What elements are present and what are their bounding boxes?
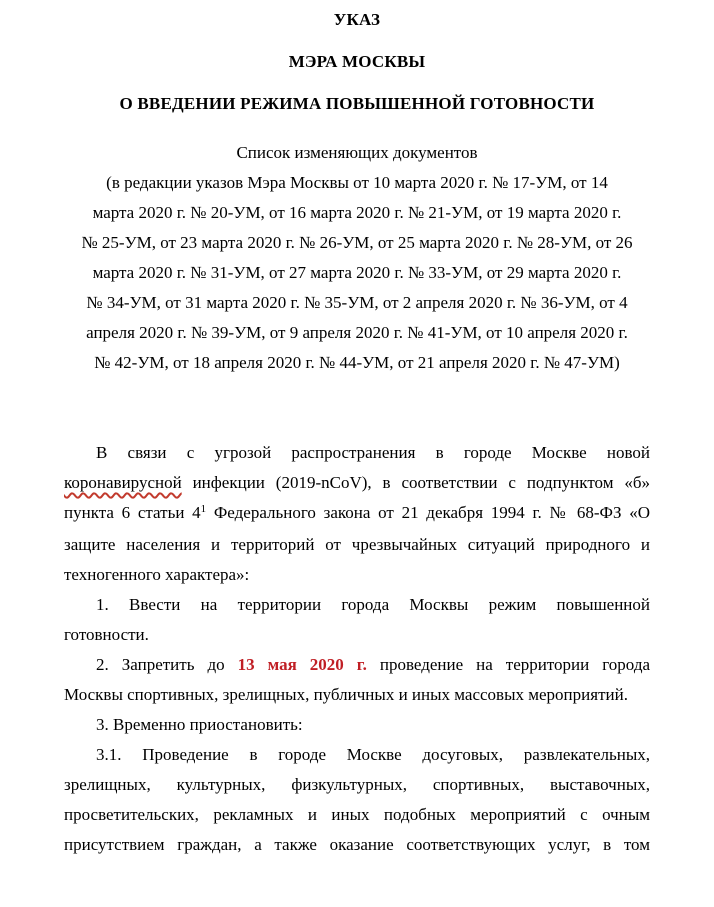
paragraph-line	[64, 830, 650, 860]
paragraph-line	[64, 770, 650, 800]
paragraph-line	[64, 560, 650, 590]
decree-author-line: МЭРА МОСКВЫ	[288, 52, 426, 71]
paragraph-line	[64, 680, 650, 710]
paragraph-line	[64, 620, 650, 650]
text-run: готовности.	[64, 625, 149, 644]
text-run: 2. Запретить до	[96, 655, 238, 674]
amendment-line: апреля 2020 г. № 39-УМ, от 9 апреля 2020 г. № 41-УМ, от 10 апреля 2020 г.	[86, 323, 628, 342]
paragraph-line	[64, 800, 650, 830]
paragraph-line	[64, 740, 650, 770]
paragraph-line	[64, 438, 650, 468]
text-run: В связи с угрозой распространения в городе Москве новой	[96, 443, 650, 462]
amendment-line: № 42-УМ, от 18 апреля 2020 г. № 44-УМ, от 21 апреля 2020 г. № 47-УМ)	[94, 353, 620, 372]
paragraph-line	[64, 498, 650, 530]
paragraph-line	[64, 468, 650, 498]
text-run: Федерального закона от 21 декабря 1994 г. № 68-ФЗ «О	[206, 503, 651, 522]
text-run: Москвы спортивных, зрелищных, публичных и иных массовых мероприятий.	[64, 685, 628, 704]
document-title-block	[64, 5, 650, 119]
text-run: проведение на территории города	[366, 655, 651, 674]
amendment-line: № 25-УМ, от 23 марта 2020 г. № 26-УМ, от 25 марта 2020 г. № 28-УМ, от 26	[81, 233, 633, 252]
text-run: 1. Ввести на территории города Москвы режим повышенной	[96, 595, 650, 614]
paragraph-line	[64, 590, 650, 620]
text-run: просветительских, рекламных и иных подобных мероприятий с очным	[64, 805, 650, 824]
text-run: защите населения и территорий от чрезвычайных ситуаций природного и	[64, 535, 650, 554]
spellcheck-underlined-word: коронавирусной	[64, 473, 182, 492]
text-run: инфекции (2019-nCoV), в соответствии с подпунктом «б»	[181, 473, 650, 492]
decree-body-text	[64, 438, 650, 860]
paragraph-line	[64, 530, 650, 560]
text-run: пункта 6 статьи 4	[64, 503, 201, 522]
amendment-line: № 34-УМ, от 31 марта 2020 г. № 35-УМ, от 2 апреля 2020 г. № 36-УМ, от 4	[86, 293, 628, 312]
text-run: зрелищных, культурных, физкультурных, спортивных, выставочных,	[64, 775, 650, 794]
amendments-block	[64, 138, 650, 378]
text-run: 3. Временно приостановить:	[96, 715, 303, 734]
decree-subject-line: О ВВЕДЕНИИ РЕЖИМА ПОВЫШЕННОЙ ГОТОВНОСТИ	[119, 94, 595, 113]
text-run: присутствием граждан, а также оказание соответствующих услуг, в том	[64, 835, 650, 854]
amendment-line: (в редакции указов Мэра Москвы от 10 марта 2020 г. № 17-УМ, от 14	[106, 173, 608, 192]
decree-title-line: УКАЗ	[333, 10, 381, 29]
superscript-text: 1	[200, 503, 207, 515]
paragraph-line	[64, 710, 650, 740]
text-run: техногенного характера»:	[64, 565, 250, 584]
paragraph-line	[64, 650, 650, 680]
amendments-lines	[64, 168, 650, 378]
highlighted-date: 13 мая 2020 г.	[237, 655, 367, 674]
text-run: 3.1. Проведение в городе Москве досуговых, развлекательных,	[96, 745, 650, 764]
amendment-line: марта 2020 г. № 31-УМ, от 27 марта 2020 г. № 33-УМ, от 29 марта 2020 г.	[92, 263, 622, 282]
amendment-line: марта 2020 г. № 20-УМ, от 16 марта 2020 г. № 21-УМ, от 19 марта 2020 г.	[92, 203, 622, 222]
amendments-caption: Список изменяющих документов	[236, 143, 478, 162]
